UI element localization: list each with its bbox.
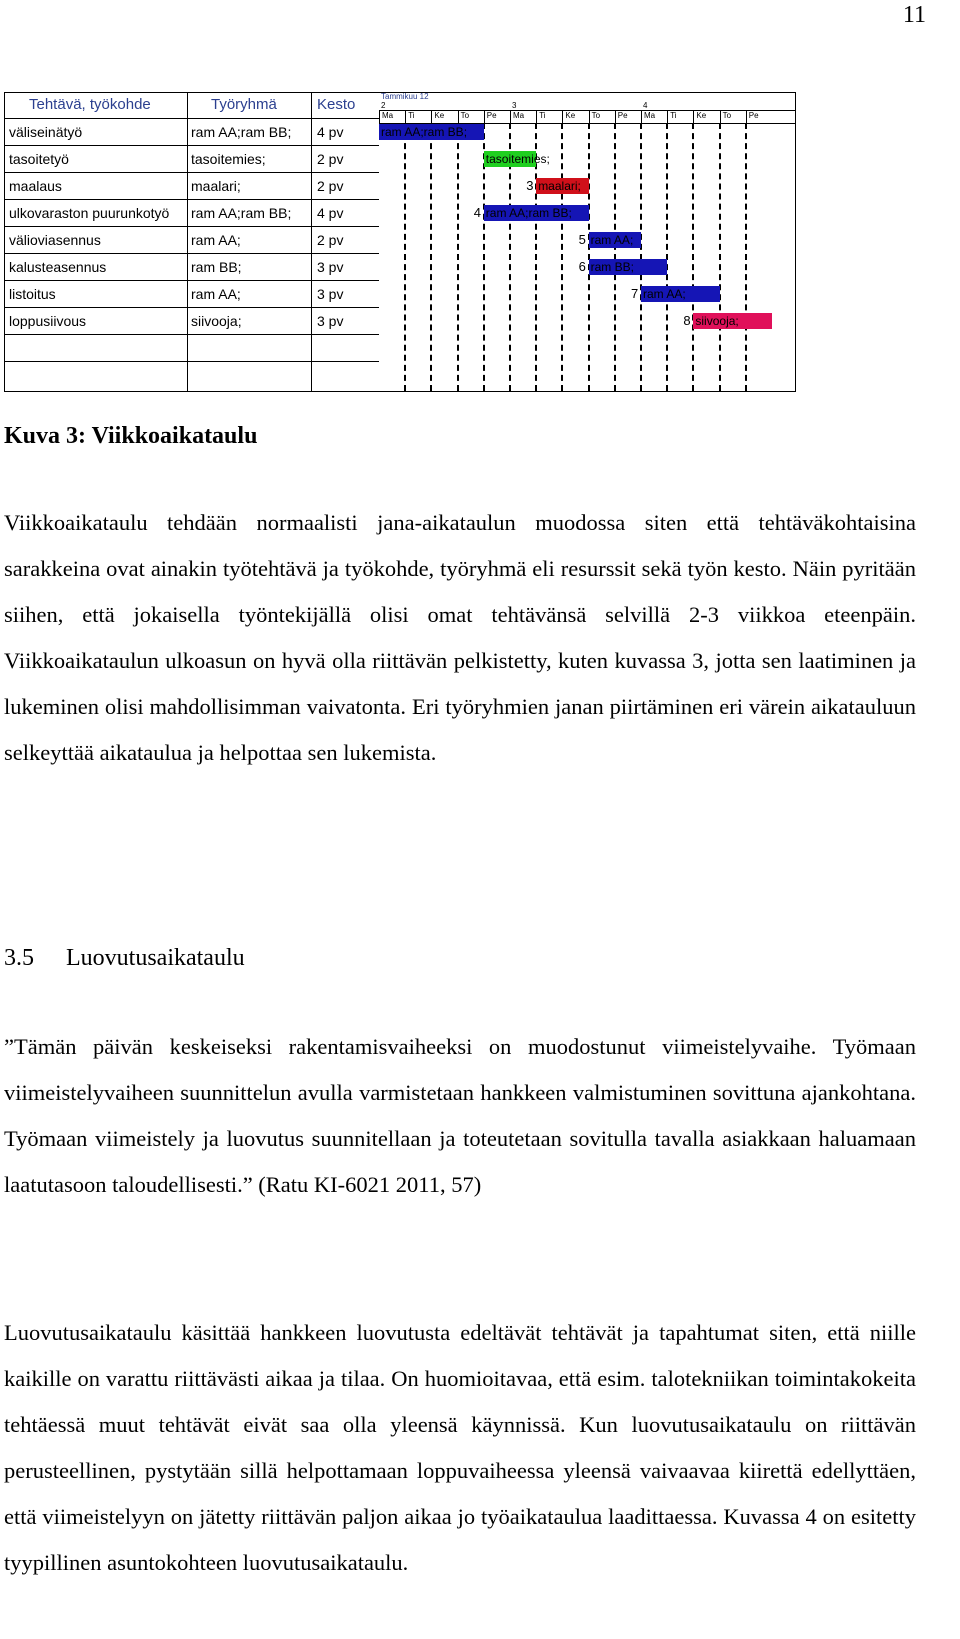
bar-number: 3 <box>526 178 534 193</box>
duration-cell: 3 pv <box>317 286 344 302</box>
day-label: Ke <box>562 111 588 123</box>
weekly-schedule-gantt <box>4 92 796 392</box>
duration-cell: 4 pv <box>317 205 344 221</box>
day-label: Ke <box>693 111 719 123</box>
task-cell: maalaus <box>9 178 62 194</box>
table-row <box>5 200 379 227</box>
task-cell: loppusiivous <box>9 313 87 329</box>
task-table <box>5 93 379 391</box>
table-row <box>5 254 379 281</box>
table-row <box>5 335 379 362</box>
header-duration: Kesto <box>317 96 356 113</box>
gantt-bar: ram AA;ram BB; <box>484 205 589 221</box>
week-number: 3 <box>512 101 517 110</box>
day-label: Ti <box>667 111 693 123</box>
duration-cell: 3 pv <box>317 313 344 329</box>
duration-cell: 2 pv <box>317 232 344 248</box>
table-row <box>5 362 379 389</box>
day-gridline <box>640 123 642 391</box>
day-gridline <box>666 123 668 391</box>
day-label: Pe <box>746 111 772 123</box>
table-row <box>5 308 379 335</box>
table-row <box>5 227 379 254</box>
day-label: To <box>458 111 484 123</box>
bar-number: 6 <box>578 259 586 274</box>
gantt-bar: maalari; <box>536 178 588 194</box>
section-number: 3.5 <box>4 945 34 971</box>
day-label: Ma <box>510 111 536 123</box>
day-gridline <box>692 123 694 391</box>
group-cell: siivooja; <box>191 313 242 329</box>
week-row <box>379 102 795 110</box>
duration-cell: 2 pv <box>317 178 344 194</box>
bar-number: 4 <box>473 205 482 220</box>
day-label: Ke <box>431 111 457 123</box>
day-label: To <box>589 111 615 123</box>
day-label: Pe <box>615 111 641 123</box>
timeline <box>379 93 795 391</box>
table-row <box>5 173 379 200</box>
gantt-bar: siivooja; <box>693 313 772 329</box>
group-cell: ram AA;ram BB; <box>191 205 292 221</box>
task-cell: väliseinätyö <box>9 124 83 140</box>
task-cell: ulkovaraston puurunkotyö <box>9 205 170 221</box>
table-row <box>5 119 379 146</box>
paragraph-1: Viikkoaikataulu tehdään normaalisti jana-aikataulun muodossa siten että tehtäväkohtaisina sarakkeina ovat ainakin työtehtävä ja työkohde, työryhmä eli resurssit sekä työn kesto. Näin pyritään siihen, että jokaisella työntekijällä olisi omat tehtävänsä selvillä 2-3 viikkoa eteenpäin. Viikkoaikataulun ulkoasun on hyvä olla riittävän pelkistetty, kuten kuvassa 3, jotta sen laatiminen ja lukeminen olisi mahdollisimman vaivatonta. Eri työryhmien janan piirtäminen eri värein aikatauluun selkeyttää aikataulua ja helpottaa sen lukemista. <box>4 510 916 765</box>
table-row <box>5 281 379 308</box>
gantt-bar: ram AA; <box>641 286 720 302</box>
gantt-bar: ram BB; <box>589 259 668 275</box>
group-cell: ram AA; <box>191 232 241 248</box>
table-header <box>5 93 379 119</box>
duration-cell: 4 pv <box>317 124 344 140</box>
header-task: Tehtävä, työkohde <box>29 96 151 113</box>
day-gridline <box>745 123 747 391</box>
gantt-bar: ram AA;ram BB; <box>379 124 484 140</box>
day-label: Ma <box>379 111 405 123</box>
task-cell: tasoitetyö <box>9 151 69 167</box>
paragraph-2: ”Tämän päivän keskeiseksi rakentamisvaiheeksi on muodostunut viimeistelyvaihe. Työmaan viimeistelyvaiheen suunnittelun avulla varmistetaan hankkeen valmistuminen sovittuna ajankohtana. Työmaan viimeistely ja luovutus suunnitellaan ja toteutetaan sovitulla tavalla asiakkaan haluamaan laatutasoon taloudellisesti.” (Ratu KI-6021 2011, 57) <box>4 1034 916 1197</box>
day-gridline <box>561 123 563 391</box>
gantt-bar: ram AA; <box>589 232 641 248</box>
gantt-bar: tasoitemies; <box>485 152 550 166</box>
month-label: Tammikuu 12 <box>381 92 429 101</box>
group-cell: tasoitemies; <box>191 151 266 167</box>
day-gridline <box>719 123 721 391</box>
section-heading <box>4 945 245 972</box>
task-cell: välioviasennus <box>9 232 101 248</box>
day-gridline <box>430 123 432 391</box>
day-gridline <box>404 123 406 391</box>
day-label: Ti <box>536 111 562 123</box>
bar-number: 8 <box>683 313 691 328</box>
day-label: Ma <box>641 111 667 123</box>
day-label: Pe <box>484 111 510 123</box>
day-row <box>379 110 795 124</box>
paragraph-3: Luovutusaikataulu käsittää hankkeen luovutusta edeltävät tehtävät ja tapahtumat siten, että niille kaikille on varattu riittävästi aikaa ja tilaa. On huomioitavaa, että esim. talotekniikan toimintakokeita tehtäessä muut tehtävät eivät saa olla yleensä käynnissä. Kun luovutusaikataulu on riittävän perusteellinen, pystytään sillä helpottamaan loppuvaiheessa yleensä vaivaavaa kiirettä edellyttäen, että viimeistelyyn on jätetty riittävän paljon aikaa jo työaikataulua laadittaessa. Kuvassa 4 on esitetty tyypillinen asuntokohteen luovutusaikataulu. <box>4 1320 916 1575</box>
week-number: 2 <box>381 101 386 110</box>
week-number: 4 <box>643 101 648 110</box>
group-cell: ram AA;ram BB; <box>191 124 292 140</box>
day-label: To <box>720 111 746 123</box>
group-cell: maalari; <box>191 178 241 194</box>
day-gridline <box>614 123 616 391</box>
figure-caption: Kuva 3: Viikkoaikataulu <box>4 423 258 449</box>
group-cell: ram AA; <box>191 286 241 302</box>
day-gridline <box>588 123 590 391</box>
task-cell: listoitus <box>9 286 56 302</box>
duration-cell: 3 pv <box>317 259 344 275</box>
duration-cell: 2 pv <box>317 151 344 167</box>
header-group: Työryhmä <box>211 96 277 113</box>
day-label: Ti <box>405 111 431 123</box>
table-row <box>5 146 379 173</box>
page-number: 11 <box>902 2 926 28</box>
bar-number: 7 <box>631 286 639 301</box>
section-title: Luovutusaikataulu <box>66 945 245 971</box>
group-cell: ram BB; <box>191 259 242 275</box>
bar-number: 5 <box>578 232 586 247</box>
task-cell: kalusteasennus <box>9 259 107 275</box>
day-gridline <box>457 123 459 391</box>
